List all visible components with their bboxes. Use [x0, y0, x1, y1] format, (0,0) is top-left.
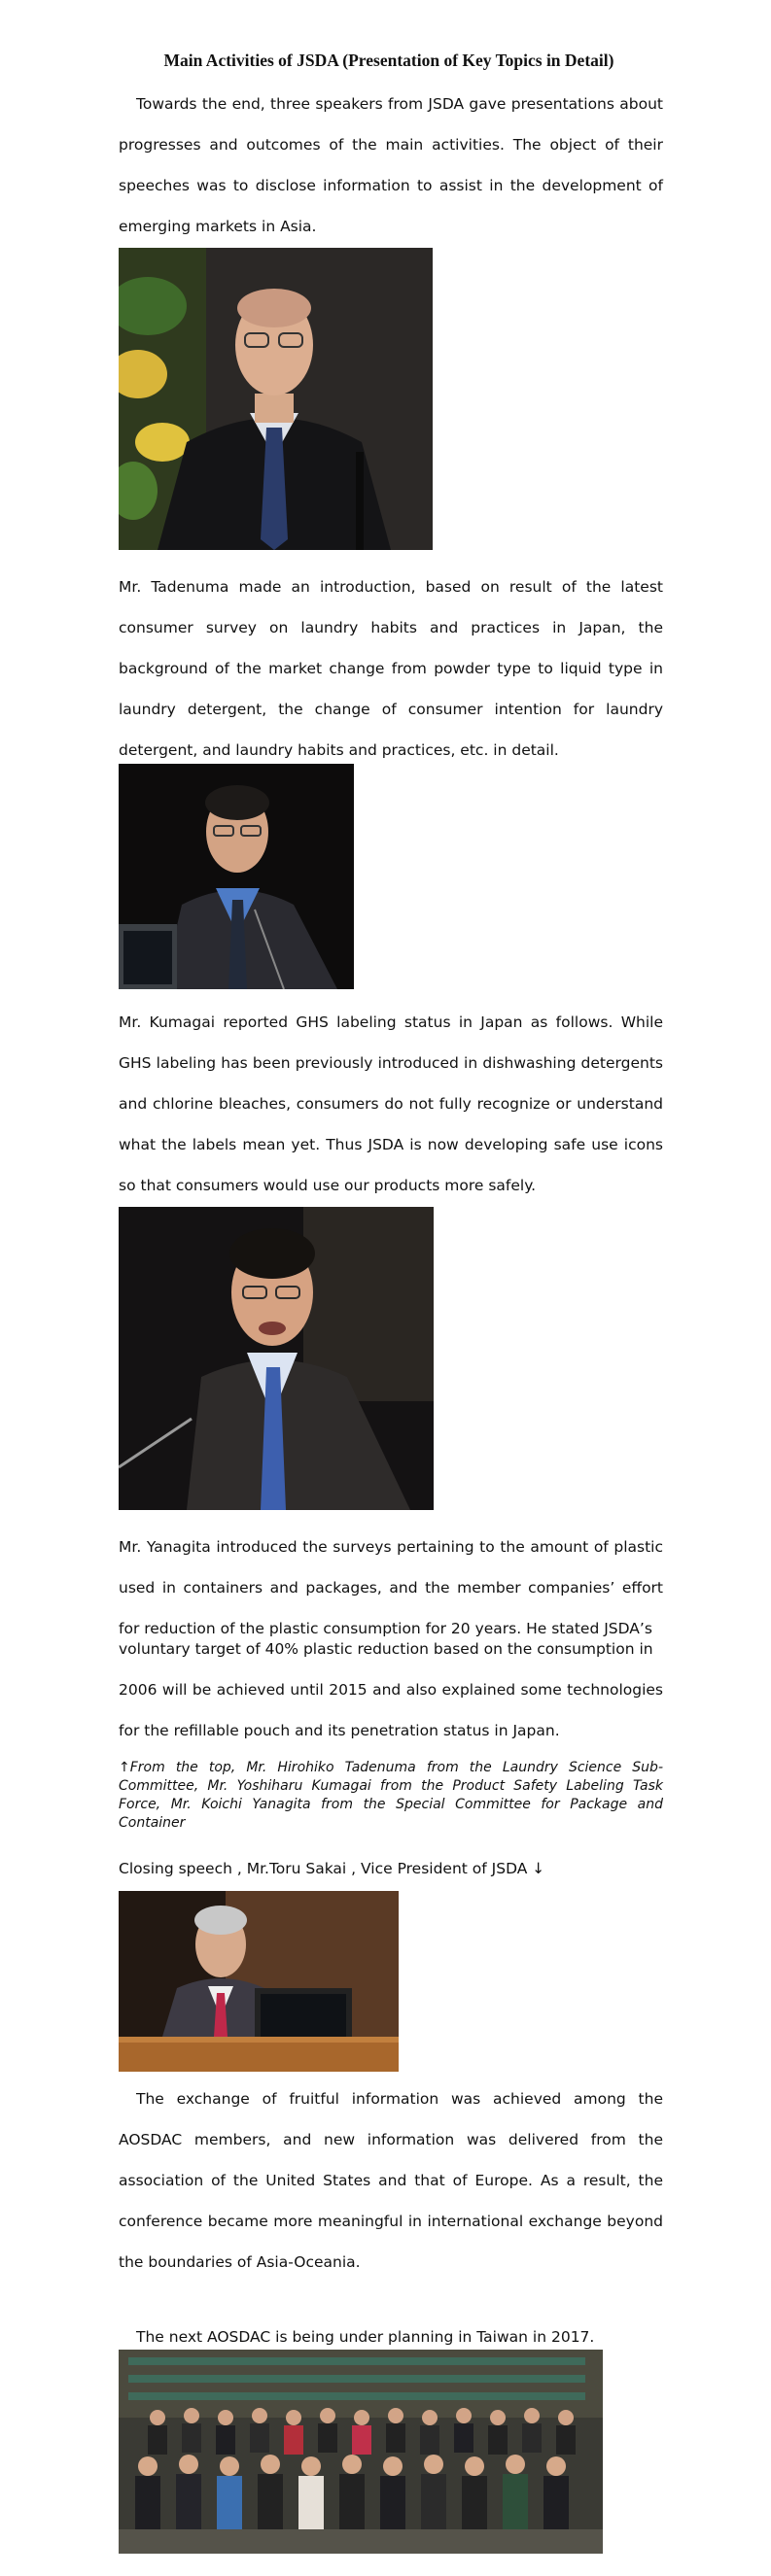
photo-yanagita — [119, 1207, 434, 1510]
exchange-paragraph — [119, 2078, 663, 2283]
exchange-text: The exchange of fruitful information was achieved among the AOSDAC members, and new information was delivered from the association of the United States and that of Europe. As a result, the conference became more meaningful in international exchange beyond the boundaries of Asia-Oceania. — [119, 2090, 663, 2271]
kumagai-paragraph: Mr. Kumagai reported GHS labeling status in Japan as follows. While GHS labeling has been previously introduced in dishwashing detergents and chlorine bleaches, consumers do not fully recognize or understand what the labels mean yet. Thus JSDA is now developing safe use icons so that consumers would use our products more safely. — [119, 1013, 663, 1194]
tadenuma-paragraph: Mr. Tadenuma made an introduction, based on result of the latest consumer survey on laundry habits and practices in Japan, the background of the market change from powder type to liquid type in laundry detergent, the change of consumer intention for laundry detergent, and laundry habits and practices, etc. in detail. — [119, 578, 663, 759]
intro-paragraph — [119, 84, 663, 247]
speakers-caption: ↑From the top, Mr. Hirohiko Tadenuma from the Laundry Science Sub-Committee, Mr. Yoshiharu Kumagai from the Product Safety Labeling Task Force, Mr. Koichi Yanagita from the Special Committee for Package and Container — [119, 1760, 663, 1831]
photo-tadenuma — [119, 248, 433, 550]
photo-group — [119, 2350, 603, 2554]
yanagita-paragraph-3: 2006 will be achieved until 2015 and also explained some technologies for the refillable pouch and its penetration status in Japan. — [119, 1681, 663, 1739]
page-title: Main Activities of JSDA (Presentation of Key Topics in Detail) — [163, 51, 614, 70]
photo-sakai — [119, 1891, 399, 2072]
photo-kumagai — [119, 764, 354, 989]
intro-text: Towards the end, three speakers from JSDA gave presentations about progresses and outcomes of the main activities. The object of their speeches was to disclose information to assist in the development of emerging markets in Asia. — [119, 95, 663, 235]
next-text: The next AOSDAC is being under planning in Taiwan in 2017. — [136, 2328, 595, 2346]
yanagita-paragraph-2: voluntary target of 40% plastic reduction based on the consumption in — [119, 1640, 653, 1658]
closing-caption: Closing speech , Mr.Toru Sakai , Vice President of JSDA ↓ — [119, 1860, 545, 1877]
yanagita-paragraph-1: Mr. Yanagita introduced the surveys pertaining to the amount of plastic used in containers and packages, and the member companies’ effort for reduction of the plastic consumption for 20 years. He stated JSDA’s — [119, 1538, 663, 1637]
